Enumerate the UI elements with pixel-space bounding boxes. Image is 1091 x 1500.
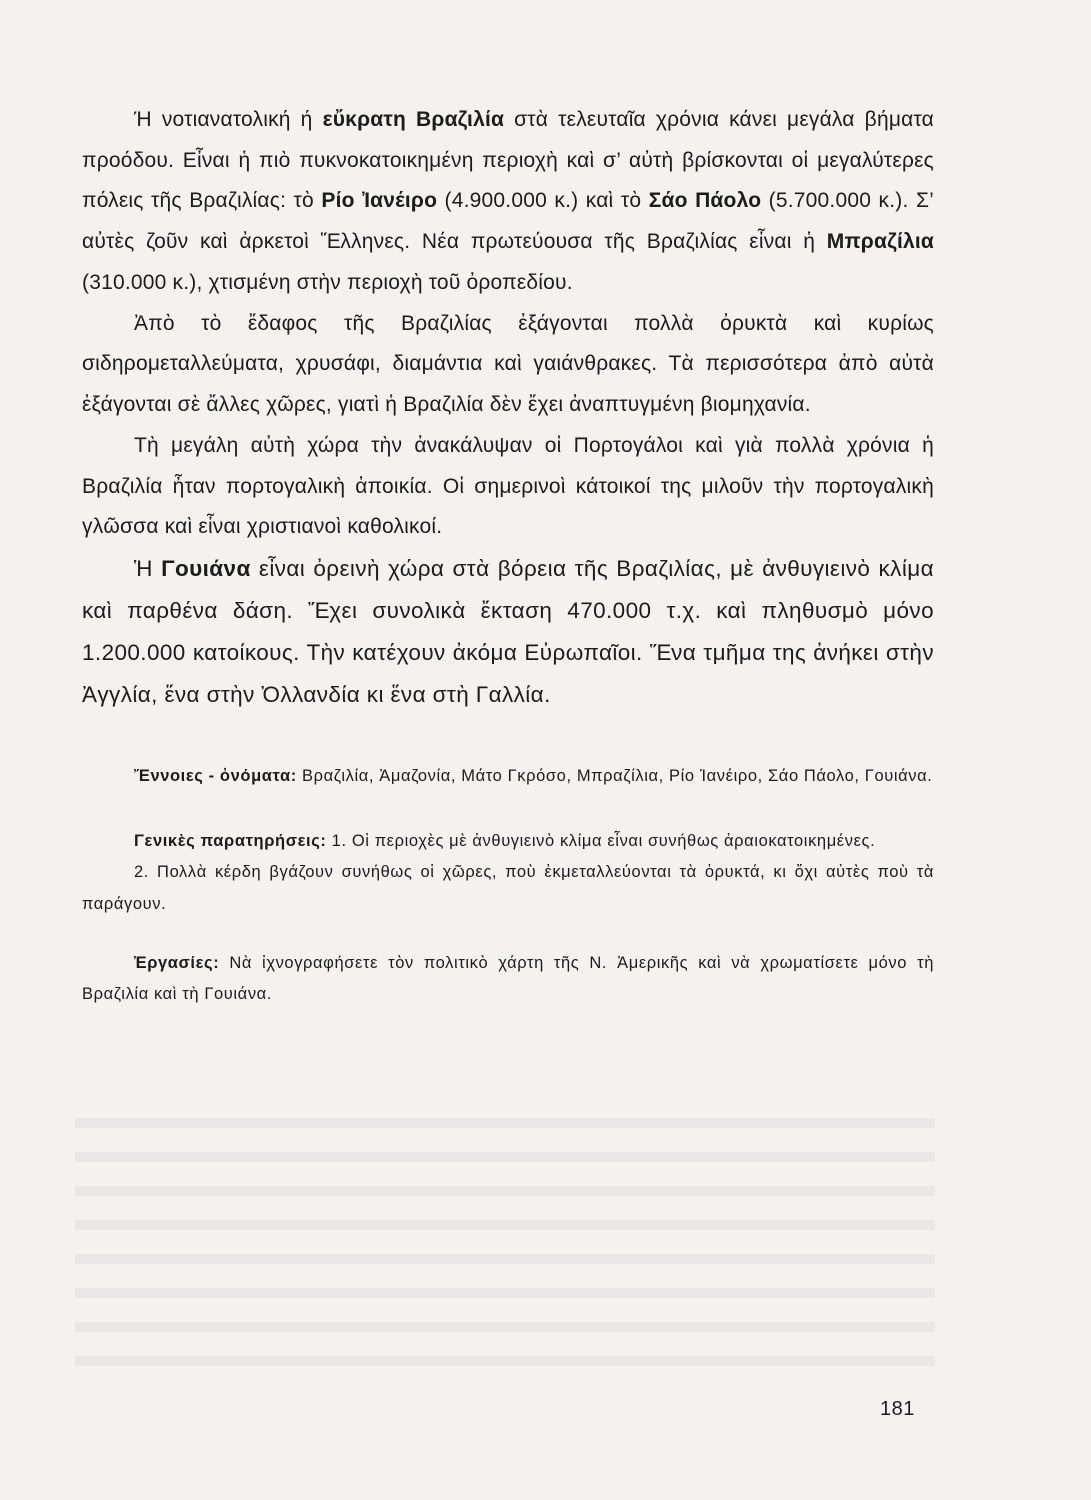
bold-term-guiana: Γουιάνα (161, 556, 251, 582)
bold-term-rio: Ρίο Ἰανέιρο (321, 189, 438, 213)
bold-term-brasilia: Μπραζίλια (826, 230, 934, 254)
text: Ἡ (134, 556, 162, 582)
main-text (82, 100, 934, 715)
paragraph-brazil-southeast (82, 100, 934, 304)
bold-term-sao-paulo: Σάο Πάολο (648, 189, 762, 213)
paragraph-minerals: Ἀπὸ τὸ ἔδαφος τῆς Βραζιλίας ἐξάγονται πολλὰ ὀρυκτὰ καὶ κυρίως σιδηρομεταλλεύματα, χρυσάφι, διαμάντια καὶ γαιάνθρακες. Τὰ περισσότερα ἀπὸ αὐτὰ ἐξάγονται σὲ ἄλλες χῶρες, γιατὶ ἡ Βραζιλία δὲν ἔχει ἀναπτυγμένη βιομηχανία. (82, 311, 934, 417)
concepts-label: Ἔννοιες - ὀνόματα: (134, 767, 297, 786)
remarks-item-1: 1. Οἱ περιοχὲς μὲ ἀνθυγιεινὸ κλίμα εἶναι συνήθως ἀραιοκατοικημένες. (326, 832, 876, 851)
page-content (82, 100, 934, 1010)
bold-term-temperate-brazil: εὔκρατη Βραζιλία (322, 108, 505, 131)
show-through-text-from-reverse-page (75, 1100, 935, 1380)
text: (5.700.000 κ.). Σ’ αὐτὲς ζοῦν καὶ ἀρκετοὶ Ἕλληνες. Νέα πρωτεύουσα τῆς Βραζιλίας εἶναι ἡ (82, 189, 934, 254)
text: εἶναι ὀρεινὴ χώρα στὰ βόρεια τῆς Βραζιλίας, μὲ ἀνθυγιεινὸ κλίμα καὶ παρθένα δάση. Ἔχει συνολικὰ ἔκταση 470.000 τ.χ. καὶ πληθυσμὸ μόνο 1.200.000 κατοίκους. Τὴν κατέχουν ἀκόμα Εὐρωπαῖοι. Ἕνα τμῆμα της ἀνήκει στὴν Ἀγγλία, ἕνα στὴν Ὀλλανδία κι ἕνα στὴ Γαλλία. (82, 556, 935, 707)
text: Ή νοτιανατολική ή (134, 108, 323, 131)
remarks-section (82, 826, 934, 919)
page-number: 181 (880, 1398, 915, 1420)
tasks-section (82, 948, 934, 1010)
concepts-section (82, 761, 934, 792)
text: (4.900.000 κ.) καὶ τὸ (437, 189, 649, 213)
concepts-text: Βραζιλία, Ἀμαζονία, Μάτο Γκρόσο, Μπραζίλια, Ρίο Ἰανέιρο, Σάο Πάολο, Γουιάνα. (296, 767, 933, 786)
tasks-label: Ἐργασίες: (134, 953, 220, 972)
remarks-label: Γενικὲς παρατηρήσεις: (134, 832, 327, 851)
paragraph-portuguese: Τὴ μεγάλη αὐτὴ χώρα τὴν ἀνακάλυψαν οἱ Πορτογάλοι καὶ γιὰ πολλὰ χρόνια ἡ Βραζιλία ἦταν πορτογαλικὴ ἀποικία. Οἱ σημερινοὶ κάτοικοί της μιλοῦν τὴν πορτογαλικὴ γλῶσσα καὶ εἶναι χριστιανοὶ καθολικοί. (82, 433, 934, 539)
paragraph-guiana (82, 548, 934, 715)
text: (310.000 κ.), χτισμένη στὴν περιοχὴ τοῦ ὀροπεδίου. (82, 270, 573, 294)
remarks-item-2: 2. Πολλὰ κέρδη βγάζουν συνήθως οἱ χῶρες, ποὺ ἐκμεταλλεύονται τὰ ὀρυκτά, κι ὄχι αὐτὲς ποὺ τὰ παράγουν. (82, 863, 934, 913)
tasks-text: Νὰ ἰχνογραφήσετε τὸν πολιτικὸ χάρτη τῆς Ν. Ἀμερικῆς καὶ νὰ χρωματίσετε μόνο τὴ Βραζιλία καὶ τὴ Γουιάνα. (82, 953, 934, 1003)
text: στὰ τελευταῖα χρόνια κάνει μεγάλα βήματα προόδου. Εἶναι ἡ πιὸ πυκνοκατοικημένη περιοχὴ καὶ σ’ αὐτὴ βρίσκονται οἱ μεγαλύτερες πόλεις τῆς Βραζιλίας: τὸ (82, 108, 935, 213)
